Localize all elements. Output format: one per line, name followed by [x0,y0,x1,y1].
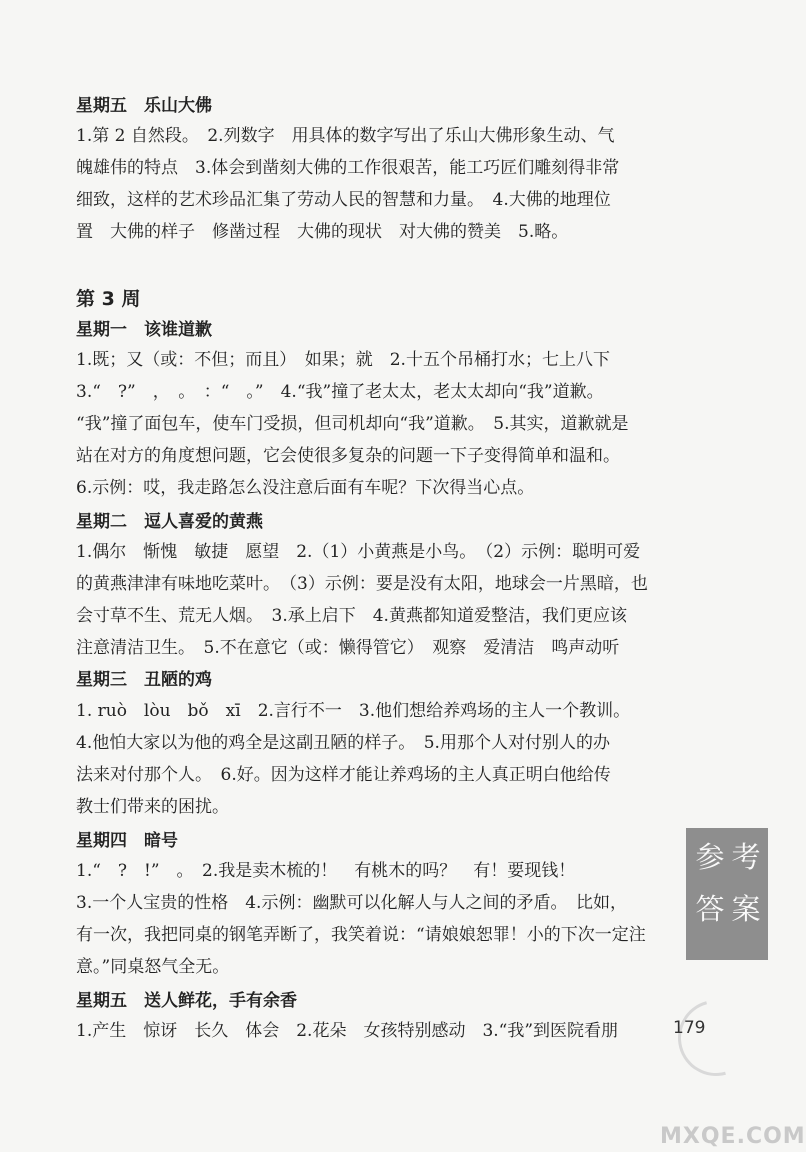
text-line: 法来对付那个人。 6.好。因为这样才能让养鸡场的主人真正明白他给传 [76,765,611,785]
text-line: 的黄燕津津有味地吃菜叶。 （3）示例：要是没有太阳，地球会一片黑暗，也 [76,574,648,594]
text-line: 细致，这样的艺术珍品汇集了劳动人民的智慧和力量。 4.大佛的地理位 [76,190,611,210]
day-heading-fri-2: 星期五 送人鲜花，手有余香 [76,991,297,1011]
tab-char: 参 [695,840,725,874]
text-line: 会寸草不生、荒无人烟。 3.承上启下 4.黄燕都知道爱整洁，我们更应该 [76,606,627,626]
day-heading-mon: 星期一 该谁道歉 [76,320,212,340]
week-heading: 第 3 周 [76,288,141,310]
text-line: 4.他怕大家以为他的鸡全是这副丑陋的样子。 5.用那个人对付别人的办 [76,733,610,753]
day-heading-fri-1: 星期五 乐山大佛 [76,96,212,116]
text-line: 3.“ ?” ， 。 ：“ 。” 4.“我”撞了老太太，老太太却向“我”道歉。 [76,382,604,402]
tab-char: 案 [731,892,761,926]
watermark: MXQE.COM [660,1124,806,1149]
text-line: 1.既；又（或：不但；而且） 如果；就 2.十五个吊桶打水；七上八下 [76,350,610,370]
text-line: 有一次，我把同桌的钢笔弄断了，我笑着说：“请娘娘恕罪！小的下次一定注 [76,925,646,945]
moon-decoration-icon [664,986,768,1090]
page-number: 179 [673,1018,706,1038]
text-line: 意。”同桌怒气全无。 [76,957,230,977]
text-line: 置 大佛的样子 修凿过程 大佛的现状 对大佛的赞美 5.略。 [76,222,569,242]
text-line: 3.一个人宝贵的性格 4.示例：幽默可以化解人与人之间的矛盾。 比如， [76,893,627,913]
reference-answers-tab [686,828,768,960]
text-line: 站在对方的角度想问题，它会使很多复杂的问题一下子变得简单和温和。 [76,446,620,466]
text-line: 1.第 2 自然段。 2.列数字 用具体的数字写出了乐山大佛形象生动、气 [76,126,615,146]
text-line: 1.产生 惊讶 长久 体会 2.花朵 女孩特别感动 3.“我”到医院看朋 [76,1021,619,1041]
text-line: “我”撞了面包车，使车门受损，但司机却向“我”道歉。 5.其实，道歉就是 [76,414,629,434]
tab-char: 答 [695,892,725,926]
text-line: 教士们带来的困扰。 [76,797,229,817]
text-line: 注意清洁卫生。 5.不在意它（或：懒得管它） 观察 爱清洁 鸣声动听 [76,638,620,658]
tab-char: 考 [731,840,761,874]
day-heading-wed: 星期三 丑陋的鸡 [76,670,212,690]
text-line: 6.示例：哎，我走路怎么没注意后面有车呢？下次得当心点。 [76,478,535,498]
text-line: 魄雄伟的特点 3.体会到凿刻大佛的工作很艰苦，能工巧匠们雕刻得非常 [76,158,620,178]
text-line: 1. ruò lòu bǒ xī 2.言行不一 3.他们想给养鸡场的主人一个教训。 [76,701,631,721]
text-line: 1.偶尔 惭愧 敏捷 愿望 2.（1）小黄燕是小鸟。 （2）示例：聪明可爱 [76,542,641,562]
day-heading-thu: 星期四 暗号 [76,831,178,851]
text-line: 1.“ ? !” 。 2.我是卖木梳的！ 有桃木的吗？ 有！要现钱！ [76,861,576,881]
day-heading-tue: 星期二 逗人喜爱的黄燕 [76,512,263,532]
